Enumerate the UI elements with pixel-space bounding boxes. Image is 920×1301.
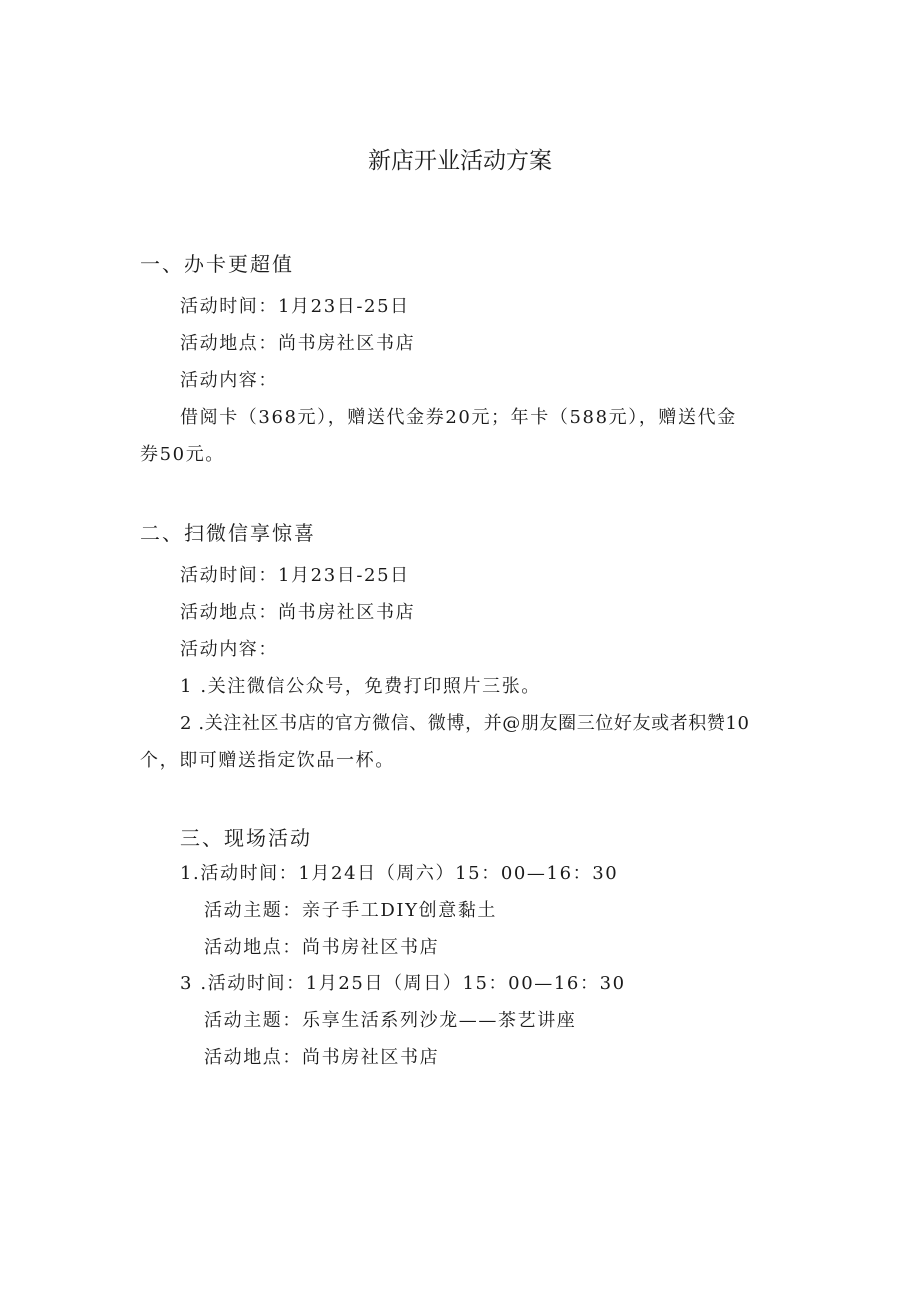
section2-place: 活动地点：尚书房社区书店 [180, 602, 416, 623]
event1-time: 1.活动时间：1月24日（周六）15：00—16：30 [180, 863, 619, 884]
section2-content-label: 活动内容： [180, 639, 278, 660]
section1-content-line2: 券50元。 [140, 444, 225, 465]
section1-time: 活动时间：1月23日-25日 [180, 296, 410, 317]
event2-time: 3 .活动时间：1月25日（周日）15：00—16：30 [180, 973, 626, 994]
section-heading-2: 二、扫微信享惊喜 [140, 521, 316, 545]
section2-time: 活动时间：1月23日-25日 [180, 565, 410, 586]
section-heading-3: 三、现场活动 [180, 826, 312, 850]
section2-item1: 1 .关注微信公众号，免费打印照片三张。 [180, 676, 541, 697]
section2-item2-line2: 个，即可赠送指定饮品一杯。 [140, 750, 395, 771]
document-title: 新店开业活动方案 [368, 148, 552, 174]
event2-theme: 活动主题：乐享生活系列沙龙——茶艺讲座 [204, 1010, 577, 1031]
section1-place: 活动地点：尚书房社区书店 [180, 333, 416, 354]
section1-content-label: 活动内容： [180, 370, 278, 391]
section1-content-line1: 借阅卡（368元），赠送代金券20元；年卡（588元），赠送代金 [180, 407, 737, 428]
section2-item2-line1: 2 .关注社区书店的官方微信、微博，并@朋友圈三位好友或者积赞10 [180, 713, 750, 734]
event1-place: 活动地点：尚书房社区书店 [204, 937, 440, 958]
event1-theme: 活动主题：亲子手工DIY创意黏土 [204, 900, 498, 921]
section-heading-1: 一、办卡更超值 [140, 252, 294, 276]
event2-place: 活动地点：尚书房社区书店 [204, 1047, 440, 1068]
